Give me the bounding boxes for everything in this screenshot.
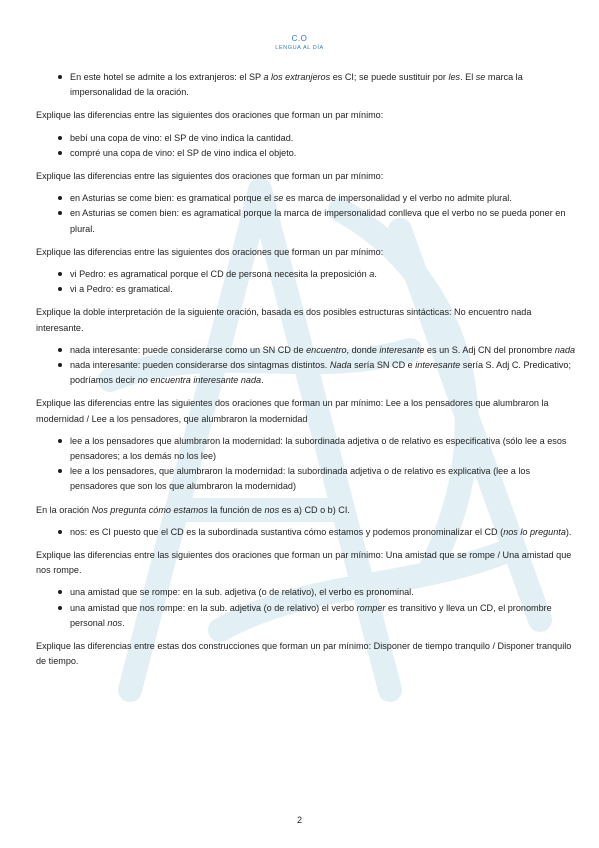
bullet-list bbox=[36, 343, 576, 389]
question-paragraph: Explique las diferencias entre las siguientes dos oraciones que forman un par mínimo: bbox=[36, 110, 384, 121]
list-item: una amistad que nos rompe: en la sub. adjetiva (o de relativo) el verbo romper es transitivo y lleva un CD, el pronombre personal nos. bbox=[36, 601, 576, 631]
list-item: en Asturias se come bien: es gramatical porque el se es marca de impersonalidad y el verbo no admite plural. bbox=[36, 191, 576, 206]
list-item: una amistad que se rompe: en la sub. adjetiva (o de relativo), el verbo es pronominal. bbox=[36, 585, 576, 600]
list-item: nada interesante: puede considerarse como un SN CD de encuentro, donde interesante es un S. Adj CN del pronombre nada bbox=[36, 343, 576, 358]
question-paragraph: Explique las diferencias entre las siguientes dos oraciones que forman un par mínimo: bbox=[36, 171, 384, 182]
question-paragraph: Explique las diferencias entre las siguientes dos oraciones que forman un par mínimo: Lee a los pensadores que alumbraron la modernidad / Lee a los pensadores, que alumbraron la modernidad bbox=[36, 398, 549, 424]
question-paragraph: Explique las diferencias entre estas dos construcciones que forman un par mínimo: Disponer de tiempo tranquilo / Disponer tranquilo de tiempo. bbox=[36, 641, 572, 667]
list-item: compré una copa de vino: el SP de vino indica el objeto. bbox=[36, 146, 576, 161]
list-item: nos: es CI puesto que el CD es la subordinada sustantiva cómo estamos y podemos pronominalizar el CD (nos lo pregunta). bbox=[36, 525, 576, 540]
page-number: 2 bbox=[296, 815, 302, 825]
bullet-list bbox=[36, 525, 576, 540]
header-subtitle: LENGUA AL DÍA bbox=[275, 45, 324, 51]
bullet-list bbox=[36, 267, 576, 297]
list-item: bebí una copa de vino: el SP de vino indica la cantidad. bbox=[36, 131, 576, 146]
list-item: en Asturias se comen bien: es agramatical porque la marca de impersonalidad conlleva que el verbo no se pueda poner en plural. bbox=[36, 206, 576, 236]
bullet-list bbox=[36, 131, 576, 161]
list-item: lee a los pensadores que alumbraron la modernidad: la subordinada adjetiva o de relativo es especificativa (sólo lee a esos pensadores; a los demás no los lee) bbox=[36, 434, 576, 464]
question-paragraph: Explique la doble interpretación de la siguiente oración, basada es dos posibles estructuras sintácticas: No encuentro nada interesante. bbox=[36, 307, 532, 333]
question-paragraph: Explique las diferencias entre las siguientes dos oraciones que forman un par mínimo: Una amistad que se rompe / Una amistad que nos rompe. bbox=[36, 550, 572, 576]
bullet-list bbox=[36, 434, 576, 495]
question-paragraph: En la oración Nos pregunta cómo estamos la función de nos es a) CD o b) CI. bbox=[36, 504, 350, 515]
bullet-list bbox=[36, 585, 576, 631]
list-item: vi Pedro: es agramatical porque el CD de persona necesita la preposición a. bbox=[36, 267, 576, 282]
list-item: En este hotel se admite a los extranjeros: el SP a los extranjeros es CI; se puede sustituir por les. El se marca la impersonalidad de la oración. bbox=[36, 70, 576, 100]
question-paragraph: Explique las diferencias entre las siguientes dos oraciones que forman un par mínimo: bbox=[36, 246, 384, 257]
header-title: C.O bbox=[291, 34, 308, 43]
page-header bbox=[0, 34, 599, 52]
document-body bbox=[36, 70, 576, 677]
bullet-list bbox=[36, 70, 576, 100]
list-item: nada interesante: pueden considerarse dos sintagmas distintos. Nada sería SN CD e interesante sería S. Adj C. Predicativo; podríamos decir no encuentra interesante nada. bbox=[36, 358, 576, 388]
list-item: lee a los pensadores, que alumbraron la modernidad: la subordinada adjetiva o de relativo es explicativa (lee a los pensadores que son los que alumbraron la modernidad) bbox=[36, 464, 576, 494]
bullet-list bbox=[36, 191, 576, 237]
list-item: vi a Pedro: es gramatical. bbox=[36, 282, 576, 297]
